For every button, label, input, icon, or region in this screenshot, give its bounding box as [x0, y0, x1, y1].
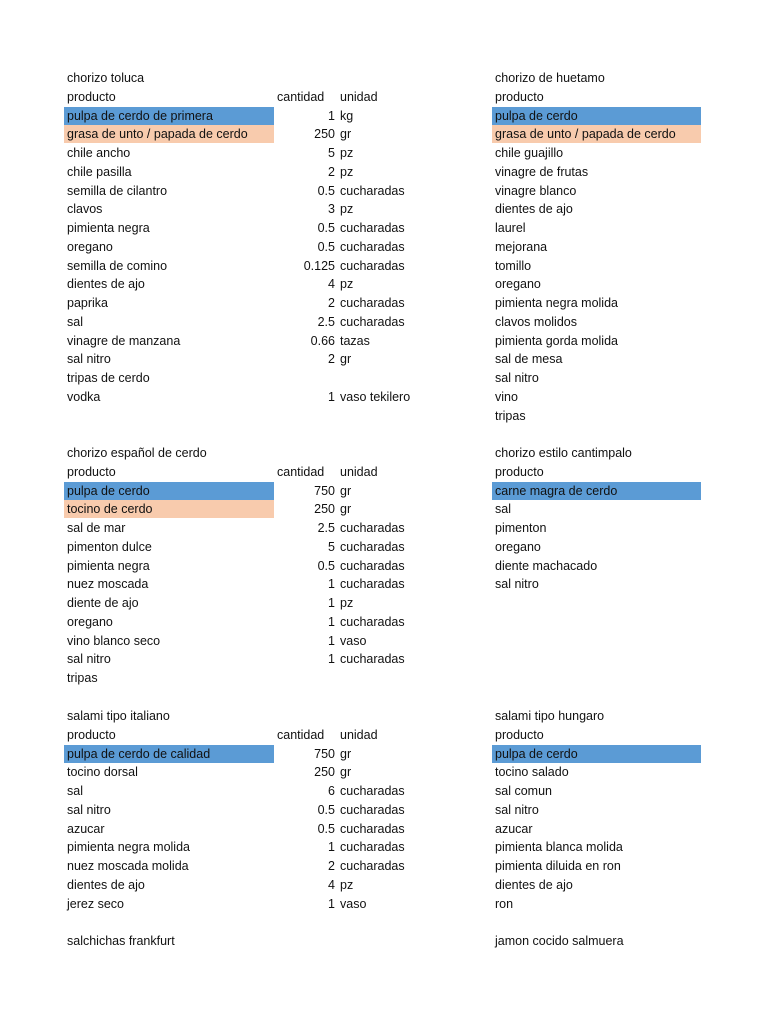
ingredient-producto: sal de mar: [67, 521, 126, 535]
ingredient-cantidad: 4: [328, 277, 335, 292]
ingredient-cantidad: 2: [328, 859, 335, 873]
ingredient-producto: pimienta negra: [67, 558, 150, 573]
header-cantidad: cantidad: [277, 464, 325, 479]
ingredient-cantidad: 5: [328, 146, 335, 160]
ingredient-cantidad: 750: [314, 746, 335, 761]
ingredient-cantidad: 2: [328, 164, 335, 179]
ingredient-unidad: pz: [340, 596, 354, 610]
ingredient-unidad: vaso tekilero: [340, 389, 411, 404]
ingredient-producto: dientes de ajo: [67, 277, 145, 292]
ingredient-cantidad: 250: [314, 765, 335, 780]
header-producto: producto: [67, 464, 116, 479]
ingredient-producto: oregano: [495, 277, 541, 292]
ingredient-unidad: gr: [340, 483, 352, 498]
ingredient-unidad: kg: [340, 108, 354, 123]
ingredient-unidad: cucharadas: [340, 521, 405, 535]
ingredient-producto: vinagre de frutas: [495, 164, 589, 179]
ingredient-unidad: cucharadas: [340, 539, 405, 554]
ingredient-producto: laurel: [495, 221, 526, 235]
ingredient-cantidad: [274, 369, 335, 387]
ingredient-unidad: pz: [340, 877, 354, 892]
ingredient-producto: chile pasilla: [67, 164, 132, 179]
ingredient-cantidad: 2.5: [317, 314, 335, 329]
ingredient-unidad: cucharadas: [340, 296, 405, 310]
recipe-title: jamon cocido salmuera: [495, 934, 624, 948]
ingredient-producto: tomillo: [495, 258, 532, 273]
ingredient-producto: vinagre blanco: [495, 183, 577, 198]
ingredient-producto: grasa de unto / papada de cerdo: [492, 125, 701, 143]
ingredient-producto: carne magra de cerdo: [492, 482, 701, 500]
ingredient-producto: tocino salado: [495, 765, 569, 780]
ingredient-producto: vino blanco seco: [67, 633, 161, 648]
ingredient-unidad: [340, 369, 460, 387]
ingredient-producto: clavos molidos: [495, 314, 577, 329]
ingredient-producto: tocino de cerdo: [64, 500, 274, 518]
header-producto: producto: [495, 464, 544, 479]
ingredient-producto: pimienta diluida en ron: [495, 859, 621, 873]
ingredient-producto: vinagre de manzana: [67, 333, 181, 348]
ingredient-unidad: pz: [340, 202, 354, 217]
recipe-title: salchichas frankfurt: [67, 934, 175, 948]
header-unidad: unidad: [340, 727, 378, 742]
ingredient-producto: oregano: [67, 239, 113, 254]
ingredient-producto: chile guajillo: [495, 146, 564, 160]
ingredient-producto: pimenton dulce: [67, 539, 152, 554]
ingredient-cantidad: 0.5: [317, 239, 335, 254]
ingredient-producto: mejorana: [495, 239, 548, 254]
ingredient-cantidad: 2.5: [317, 521, 335, 535]
recipe-title: salami tipo italiano: [67, 709, 170, 723]
ingredient-unidad: cucharadas: [340, 784, 405, 798]
ingredient-cantidad: 1: [328, 389, 335, 404]
recipe-title: chorizo toluca: [67, 71, 145, 85]
ingredient-producto: dientes de ajo: [67, 877, 145, 892]
ingredient-cantidad: 1: [328, 633, 335, 648]
ingredient-unidad: cucharadas: [340, 258, 405, 273]
ingredient-producto: oregano: [495, 539, 541, 554]
ingredient-producto: sal de mesa: [495, 352, 563, 367]
header-producto: producto: [495, 89, 544, 104]
ingredient-producto: pulpa de cerdo de calidad: [64, 745, 274, 763]
ingredient-unidad: gr: [340, 746, 352, 761]
ingredient-producto: dientes de ajo: [495, 877, 573, 892]
ingredient-unidad: pz: [340, 164, 354, 179]
ingredient-unidad: cucharadas: [340, 840, 405, 855]
ingredient-unidad: vaso: [340, 896, 367, 911]
ingredient-producto: pimienta negra: [67, 221, 150, 235]
ingredient-unidad: pz: [340, 277, 354, 292]
ingredient-producto: sal: [495, 502, 511, 517]
ingredient-cantidad: 2: [328, 352, 335, 367]
ingredient-cantidad: 2: [328, 296, 335, 310]
ingredient-unidad: cucharadas: [340, 221, 405, 235]
ingredient-cantidad: 1: [328, 577, 335, 592]
ingredient-unidad: gr: [340, 127, 352, 142]
ingredient-producto: diente machacado: [495, 558, 598, 573]
ingredient-producto: pimienta gorda molida: [495, 333, 618, 348]
ingredient-cantidad: 1: [328, 652, 335, 667]
ingredient-producto: paprika: [67, 296, 108, 310]
ingredient-producto: tocino dorsal: [67, 765, 138, 780]
ingredient-producto: grasa de unto / papada de cerdo: [64, 125, 274, 143]
ingredient-unidad: cucharadas: [340, 821, 405, 836]
ingredient-producto: sal nitro: [67, 652, 111, 667]
ingredient-producto: chile ancho: [67, 146, 131, 160]
ingredient-unidad: tazas: [340, 333, 370, 348]
recipe-title: chorizo estilo cantimpalo: [495, 446, 632, 460]
ingredient-unidad: gr: [340, 765, 352, 780]
ingredient-unidad: cucharadas: [340, 614, 405, 629]
ingredient-producto: pimienta blanca molida: [495, 840, 623, 855]
ingredient-unidad: cucharadas: [340, 577, 405, 592]
ingredient-producto: sal nitro: [495, 371, 539, 385]
ingredient-cantidad: 1: [328, 840, 335, 855]
header-cantidad: cantidad: [277, 727, 325, 742]
ingredient-producto: diente de ajo: [67, 596, 139, 610]
ingredient-producto: sal nitro: [495, 577, 539, 592]
ingredient-cantidad: 1: [328, 596, 335, 610]
ingredient-producto: semilla de cilantro: [67, 183, 168, 198]
ingredient-producto: clavos: [67, 202, 103, 217]
ingredient-producto: sal nitro: [495, 802, 539, 817]
ingredient-producto: sal nitro: [67, 352, 111, 367]
ingredient-unidad: cucharadas: [340, 652, 405, 667]
ingredient-unidad: cucharadas: [340, 802, 405, 817]
ingredient-cantidad: 750: [314, 483, 335, 498]
header-cantidad: cantidad: [277, 89, 325, 104]
ingredient-unidad: cucharadas: [340, 859, 405, 873]
ingredient-cantidad: 0.5: [317, 558, 335, 573]
ingredient-producto: pimienta negra molida: [495, 296, 618, 310]
ingredient-producto: semilla de comino: [67, 258, 168, 273]
ingredient-producto: pulpa de cerdo: [492, 745, 701, 763]
ingredient-producto: pulpa de cerdo: [492, 107, 701, 125]
ingredient-producto: nuez moscada molida: [67, 859, 189, 873]
ingredient-cantidad: 250: [314, 502, 335, 517]
ingredient-producto: nuez moscada: [67, 577, 149, 592]
ingredient-producto: azucar: [495, 821, 533, 836]
ingredient-unidad: cucharadas: [340, 558, 405, 573]
ingredient-producto: ron: [495, 896, 514, 911]
ingredient-unidad: [340, 669, 460, 687]
ingredient-producto: sal: [67, 314, 83, 329]
header-producto: producto: [67, 89, 116, 104]
ingredient-unidad: cucharadas: [340, 314, 405, 329]
ingredient-unidad: pz: [340, 146, 354, 160]
ingredient-cantidad: 6: [328, 784, 335, 798]
ingredient-producto: jerez seco: [67, 896, 124, 911]
header-producto: producto: [495, 727, 544, 742]
ingredient-producto: sal comun: [495, 784, 552, 798]
ingredient-producto: vodka: [67, 389, 101, 404]
ingredient-cantidad: 250: [314, 127, 335, 142]
recipe-title: chorizo de huetamo: [495, 71, 605, 85]
ingredient-producto: dientes de ajo: [495, 202, 573, 217]
header-unidad: unidad: [340, 89, 378, 104]
ingredient-producto: pulpa de cerdo de primera: [64, 107, 274, 125]
ingredient-producto: pimienta negra molida: [67, 840, 190, 855]
ingredient-cantidad: 3: [328, 202, 335, 217]
ingredient-unidad: vaso: [340, 633, 367, 648]
ingredient-cantidad: 1: [328, 896, 335, 911]
ingredient-unidad: gr: [340, 502, 352, 517]
ingredient-producto: azucar: [67, 821, 105, 836]
ingredient-producto: pimenton: [495, 521, 547, 535]
ingredient-cantidad: 0.5: [317, 802, 335, 817]
ingredient-unidad: gr: [340, 352, 352, 367]
ingredient-cantidad: 4: [328, 877, 335, 892]
ingredient-cantidad: 0.125: [303, 258, 335, 273]
ingredient-producto: tripas de cerdo: [67, 371, 150, 385]
ingredient-cantidad: 1: [328, 614, 335, 629]
recipe-title: chorizo español de cerdo: [67, 446, 207, 460]
header-producto: producto: [67, 727, 116, 742]
ingredient-producto: sal: [67, 784, 83, 798]
ingredient-producto: tripas: [67, 671, 98, 685]
ingredient-cantidad: 0.5: [317, 183, 335, 198]
ingredient-producto: tripas: [495, 408, 526, 423]
ingredient-cantidad: 0.66: [310, 333, 335, 348]
recipe-title: salami tipo hungaro: [495, 709, 605, 723]
ingredient-unidad: cucharadas: [340, 239, 405, 254]
ingredient-producto: pulpa de cerdo: [64, 482, 274, 500]
header-unidad: unidad: [340, 464, 378, 479]
ingredient-cantidad: 1: [328, 108, 335, 123]
ingredient-producto: sal nitro: [67, 802, 111, 817]
ingredient-cantidad: [274, 669, 335, 687]
ingredient-cantidad: 0.5: [317, 821, 335, 836]
ingredient-producto: oregano: [67, 614, 113, 629]
ingredient-producto: vino: [495, 389, 518, 404]
ingredient-unidad: cucharadas: [340, 183, 405, 198]
ingredient-cantidad: 5: [328, 539, 335, 554]
ingredient-cantidad: 0.5: [317, 221, 335, 235]
